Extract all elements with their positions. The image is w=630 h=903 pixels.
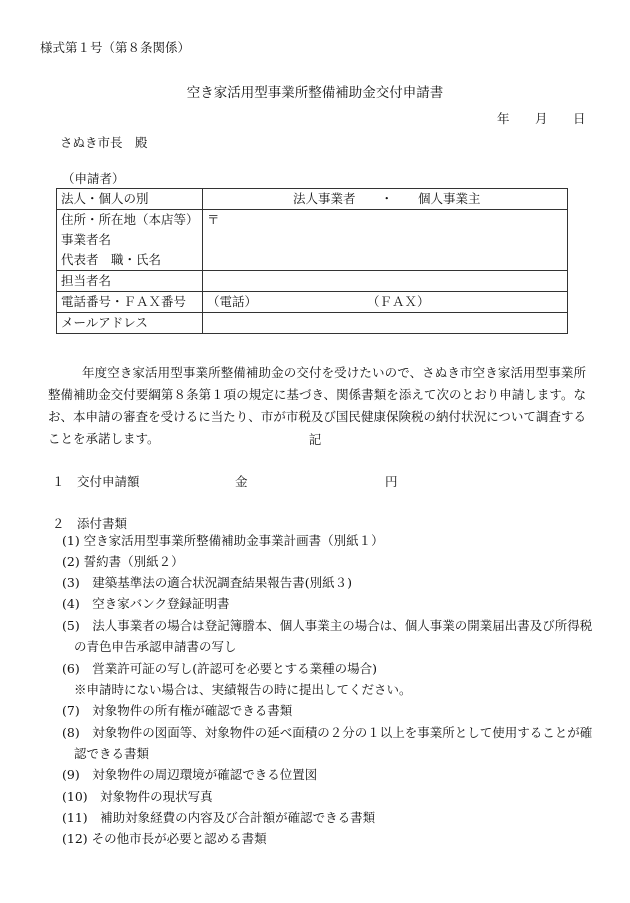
attachment-item: (7) 対象物件の所有権が確認できる書類 [62,703,293,718]
date-line [497,111,586,126]
addressee: さぬき市長 殿 [60,135,148,150]
attachment-item: の青色申告承認申請書の写し [74,639,237,654]
attachment-item: (2) 誓約書（別紙２） [62,554,184,569]
ki-mark: 記 [308,432,322,447]
document-title: 空き家活用型事業所整備補助金交付申請書 [186,85,444,101]
phone-fax-row [57,292,568,313]
applicant-identity-labels [57,210,203,271]
representative-label: 代表者 職・氏名 [61,252,162,267]
contact-person-label: 担当者名 [57,271,203,292]
request-paragraph: 年度空き家活用型事業所整備補助金の交付を受けたいので、さぬき市空き家活用型事業所整備補助金交付要綱第８条第１項の規定に基づき、関係書類を添えて次のとおり申請します。なお、本申請の審査を受けるに当たり、市が市税及び国民健康保険税の納付状況について調査することを承諾します。 [48,364,586,446]
business-name-label: 事業者名 [61,232,112,247]
attachment-note: ※申請時にない場合は、実績報告の時に提出してください。 [74,682,412,697]
address-label: 住所・所在地（本店等） [61,212,199,227]
attachment-item: (5) 法人事業者の場合は登記簿謄本、個人事業主の場合は、個人事業の開業届出書及び所得税 [62,618,593,633]
contact-person-field[interactable] [203,271,568,292]
attachment-item: (6) 営業許可証の写し(許認可を必要とする業種の場合) [62,661,377,676]
form-number: 様式第１号（第８条関係） [40,40,191,55]
attachment-item: (9) 対象物件の周辺環境が確認できる位置図 [62,767,318,782]
phone-value: （電話） [207,294,258,309]
attachment-item: (3) 建築基準法の適合状況調査結果報告書(別紙３) [62,575,352,590]
item1-label: １ 交付申請額 [52,474,140,489]
item2-heading: ２ 添付書類 [52,516,128,531]
email-field[interactable] [203,313,568,334]
applicant-identity-row [57,210,568,271]
applicant-identity-field[interactable] [203,210,568,271]
attachment-item: 認できる書類 [74,746,150,761]
phone-fax-field[interactable] [203,292,568,313]
contact-person-row [57,271,568,292]
attachment-item: (12) その他市長が必要と認める書類 [62,831,267,846]
date-year: 年 [497,111,510,126]
applicant-type-label: 法人・個人の別 [57,189,203,210]
postal-mark: 〒 [207,212,220,227]
item1-yen-label: 金 [235,474,248,489]
attachment-item: (1) 空き家活用型事業所整備補助金事業計画書（別紙１） [62,533,384,548]
email-label: メールアドレス [57,313,203,334]
attachment-item: (4) 空き家バンク登録証明書 [62,596,230,611]
applicant-table [56,188,568,334]
attachment-item: (10) 対象物件の現状写真 [62,789,213,804]
item1-yen-unit: 円 [385,474,398,489]
phone-fax-label: 電話番号・ＦＡＸ番号 [57,292,203,313]
applicant-type-row [57,189,568,210]
applicant-caption: （申請者） [62,171,125,186]
date-day: 日 [573,111,586,126]
fax-value: （ＦＡＸ） [367,294,430,309]
email-row [57,313,568,334]
applicant-type-value[interactable]: 法人事業者 ・ 個人事業主 [203,189,568,210]
attachment-item: (8) 対象物件の図面等、対象物件の延べ面積の２分の１以上を事業所として使用することが確 [62,725,593,740]
attachment-item: (11) 補助対象経費の内容及び合計額が確認できる書類 [62,810,376,825]
date-month: 月 [535,111,548,126]
